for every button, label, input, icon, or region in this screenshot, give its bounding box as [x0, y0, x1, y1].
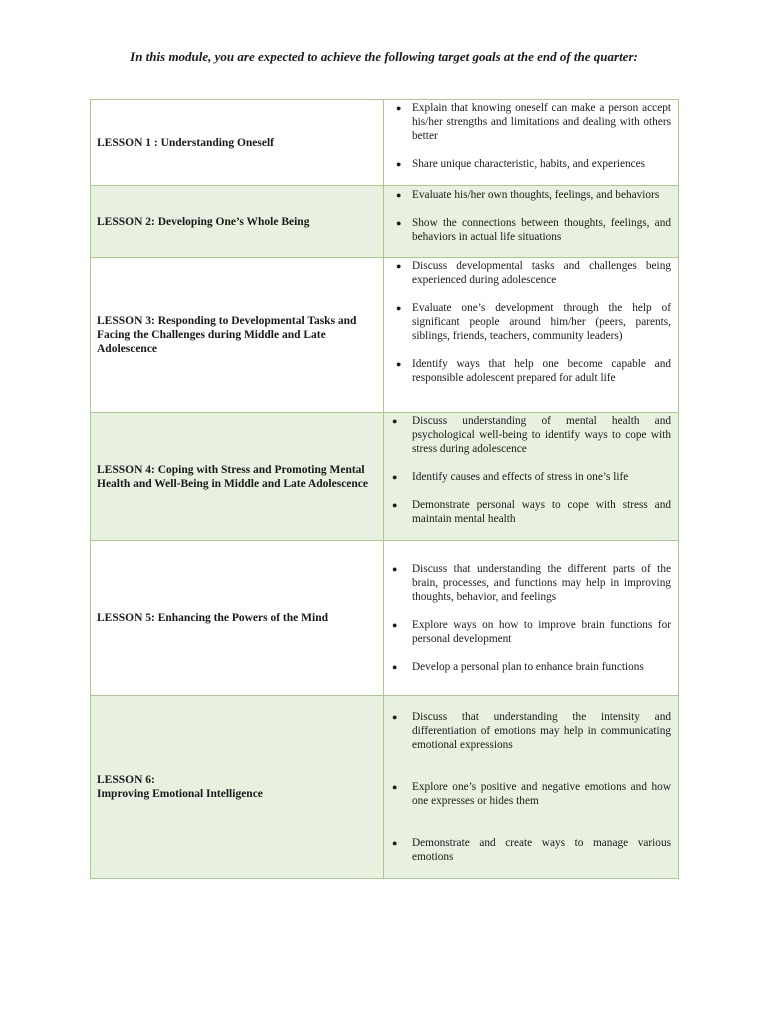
bullet-icon: ● — [392, 838, 398, 848]
bullet-icon: ● — [392, 620, 398, 630]
bullet-icon: ● — [396, 159, 402, 169]
lesson-title: LESSON 3: Responding to Developmental Tasks and Facing the Challenges during Middle and Late Adolescence — [91, 258, 384, 413]
bullet-icon: ● — [392, 500, 398, 510]
lesson-goals-table — [90, 99, 679, 879]
lesson-title: LESSON 1 : Understanding Oneself — [91, 100, 384, 186]
list-item: ● Explore ways on how to improve brain functions for personal development — [392, 619, 671, 645]
lesson-goals — [384, 413, 679, 541]
bullet-icon: ● — [396, 103, 402, 113]
table-row — [91, 696, 679, 879]
bullet-icon: ● — [392, 564, 398, 574]
list-item: ● Develop a personal plan to enhance brain functions — [392, 661, 644, 673]
bullet-icon: ● — [392, 416, 398, 426]
table-row — [91, 100, 679, 186]
list-item: ● Identify causes and effects of stress in one’s life — [392, 471, 629, 483]
lesson-name: Improving Emotional Intelligence — [97, 788, 263, 800]
list-item: ● Discuss that understanding the different parts of the brain, processes, and functions may help in improving thoughts, behavior, and feelings — [392, 563, 671, 603]
list-item: ● Show the connections between thoughts, feelings, and behaviors in actual life situations — [396, 217, 671, 243]
lesson-goals — [384, 696, 679, 879]
list-item: ● Evaluate one’s development through the help of significant people around him/her (peers, parents, siblings, friends, teachers, community leaders) — [396, 302, 671, 342]
list-item: ● Discuss that understanding the intensity and differentiation of emotions may help in communicating emotional expressions — [392, 711, 671, 751]
bullet-icon: ● — [396, 359, 402, 369]
list-item: ● Share unique characteristic, habits, and experiences — [396, 158, 646, 170]
lesson-title: LESSON 5: Enhancing the Powers of the Mind — [91, 541, 384, 696]
table-row — [91, 186, 679, 258]
lesson-title — [91, 696, 384, 879]
list-item: ● Discuss developmental tasks and challenges being experienced during adolescence — [396, 260, 671, 286]
list-item: ● Explain that knowing oneself can make a person accept his/her strengths and limitations and dealing with others better — [396, 102, 671, 142]
lesson-title: LESSON 4: Coping with Stress and Promoting Mental Health and Well-Being in Middle and Late Adolescence — [91, 413, 384, 541]
intro-text: In this module, you are expected to achieve the following target goals at the end of the quarter: — [130, 49, 638, 64]
bullet-icon: ● — [396, 190, 402, 200]
bullet-icon: ● — [396, 218, 402, 228]
bullet-icon: ● — [392, 782, 398, 792]
table-row — [91, 413, 679, 541]
list-item: ● Evaluate his/her own thoughts, feelings, and behaviors — [396, 189, 660, 201]
lesson-title: LESSON 2: Developing One’s Whole Being — [91, 186, 384, 258]
bullet-icon: ● — [392, 662, 398, 672]
lesson-number: LESSON 6: — [97, 774, 155, 786]
list-item: ● Discuss understanding of mental health and psychological well-being to identify ways to cope with stress during adolescence — [392, 415, 671, 455]
bullet-icon: ● — [396, 261, 402, 271]
lesson-goals — [384, 100, 679, 186]
lesson-goals — [384, 541, 679, 696]
list-item: ● Demonstrate personal ways to cope with stress and maintain mental health — [392, 499, 671, 525]
bullet-icon: ● — [396, 303, 402, 313]
lesson-goals — [384, 258, 679, 413]
list-item: ● Demonstrate and create ways to manage various emotions — [392, 837, 671, 863]
list-item: ● Explore one’s positive and negative emotions and how one expresses or hides them — [392, 781, 671, 807]
lesson-goals — [384, 186, 679, 258]
list-item: ● Identify ways that help one become capable and responsible adolescent prepared for adult life — [396, 358, 671, 384]
table-row — [91, 541, 679, 696]
bullet-icon: ● — [392, 712, 398, 722]
table-row — [91, 258, 679, 413]
bullet-icon: ● — [392, 472, 398, 482]
